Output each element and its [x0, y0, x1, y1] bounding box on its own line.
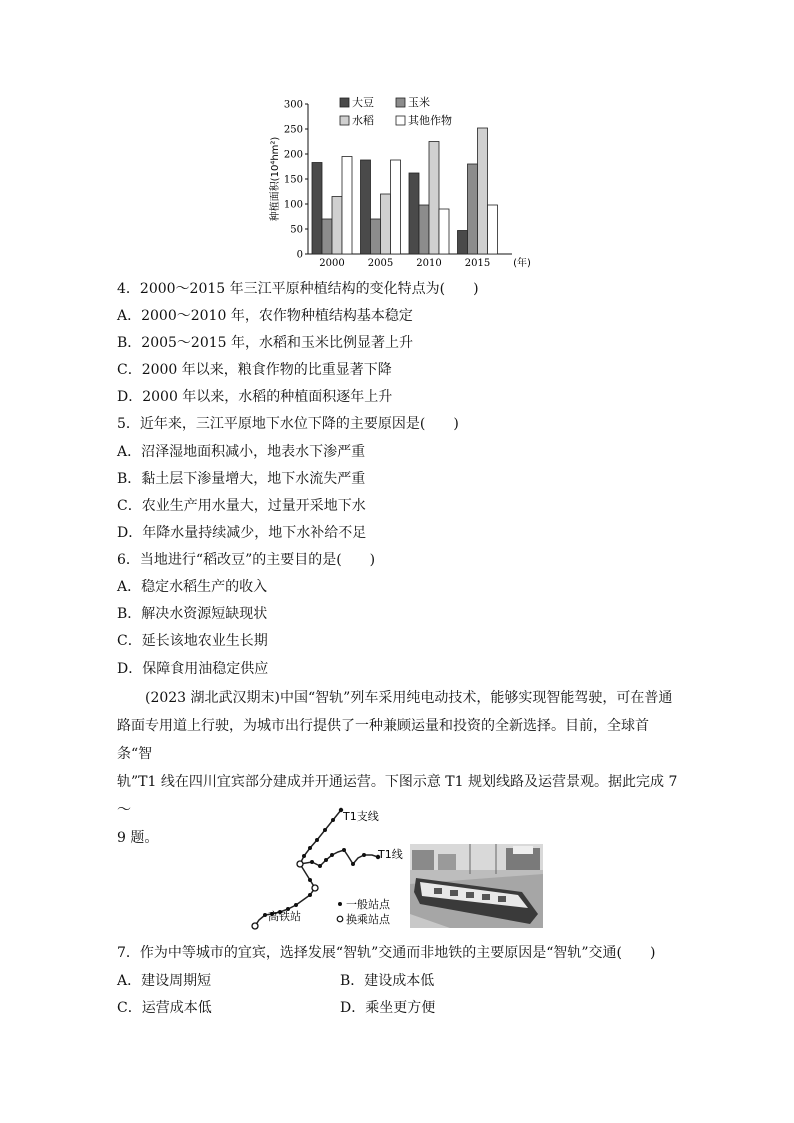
- x-tick-label: 2000: [319, 258, 345, 269]
- legend-transfer-label: 换乘站点: [346, 913, 390, 926]
- y-axis-label: 种植面积(10⁴hm²): [270, 136, 281, 222]
- y-tick-label: 150: [283, 174, 303, 186]
- q6-stem: 6．当地进行“稻改豆”的主要目的是( ): [117, 552, 376, 568]
- legend-swatch-水稻: [340, 116, 349, 125]
- bar-2010-玉米: [419, 205, 429, 254]
- legend-label-大豆: 大豆: [352, 96, 374, 109]
- transfer-station-2: [312, 885, 318, 891]
- q6-option-c[interactable]: C．延长该地农业生长期: [117, 633, 268, 649]
- q7-option-c[interactable]: C．运营成本低: [117, 1000, 212, 1016]
- bar-2005-其他作物: [391, 160, 401, 254]
- tram-photo: [410, 844, 543, 928]
- passage-line-2: 路面专用道上行驶，为城市出行提供了一种兼顾运量和投资的全新选择。目前，全球首条“智: [117, 718, 649, 762]
- label-t1-line: T1线: [378, 848, 403, 861]
- q4-option-a[interactable]: A．2000～2010 年，农作物种植结构基本稳定: [117, 308, 413, 324]
- legend-label-其他作物: 其他作物: [408, 114, 452, 127]
- y-tick-label: 200: [283, 149, 303, 161]
- bar-2015-玉米: [468, 164, 478, 254]
- chart-bars: [312, 128, 498, 254]
- q7-option-a[interactable]: A．建设周期短: [117, 973, 212, 989]
- chart-legend: [340, 95, 452, 127]
- bar-2000-其他作物: [342, 157, 352, 255]
- passage-line-1: (2023 湖北武汉期末)中国“智轨”列车采用纯电动技术，能够实现智能驾驶，可在普通: [145, 690, 673, 706]
- q5-option-b[interactable]: B．黏土层下渗量增大，地下水流失严重: [117, 471, 366, 487]
- bar-2000-玉米: [322, 219, 332, 254]
- legend-swatch-其他作物: [396, 116, 405, 125]
- q7-stem: 7．作为中等城市的宜宾，选择发展“智轨”交通而非地铁的主要原因是“智轨”交通( ): [117, 945, 656, 961]
- q6-option-b[interactable]: B．解决水资源短缺现状: [117, 606, 268, 622]
- q5-stem: 5．近年来，三江平原地下水位下降的主要原因是( ): [117, 416, 459, 432]
- bar-2000-大豆: [312, 163, 322, 255]
- legend-normal-dot: [338, 902, 342, 906]
- legend-swatch-大豆: [340, 98, 349, 107]
- bar-2010-其他作物: [439, 209, 449, 254]
- bar-2010-水稻: [429, 142, 439, 255]
- bar-2015-大豆: [458, 231, 468, 255]
- legend-label-水稻: 水稻: [352, 114, 374, 127]
- q7-option-b[interactable]: B．建设成本低: [340, 973, 435, 989]
- bar-2005-大豆: [361, 160, 371, 254]
- label-high-speed-station: 高铁站: [268, 910, 301, 923]
- bar-2000-水稻: [332, 197, 342, 255]
- q6-option-d[interactable]: D．保障食用油稳定供应: [117, 661, 269, 677]
- crop-area-bar-chart: [262, 94, 532, 274]
- q7-option-d[interactable]: D．乘坐更方便: [340, 1000, 436, 1016]
- q5-option-c[interactable]: C．农业生产用水量大，过量开采地下水: [117, 498, 366, 514]
- bar-2005-玉米: [371, 219, 381, 254]
- transfer-station-3: [252, 923, 258, 929]
- y-tick-label: 250: [283, 124, 303, 136]
- y-tick-label: 300: [283, 99, 303, 111]
- q6-option-a[interactable]: A．稳定水稻生产的收入: [117, 579, 268, 595]
- bar-2015-水稻: [478, 128, 488, 254]
- y-tick-label: 0: [296, 249, 303, 261]
- legend-label-玉米: 玉米: [408, 96, 430, 109]
- passage-line-3: 轨”T1 线在四川宜宾部分建成并开通运营。下图示意 T1 规划线路及运营景观。据此完成 7～: [117, 774, 678, 818]
- x-tick-label: 2010: [416, 258, 442, 269]
- bar-2010-大豆: [409, 173, 419, 254]
- q4-option-d[interactable]: D．2000 年以来，水稻的种植面积逐年上升: [117, 389, 393, 405]
- q5-option-d[interactable]: D．年降水量持续减少，地下水补给不足: [117, 525, 367, 541]
- q4-option-c[interactable]: C．2000 年以来，粮食作物的比重显著下降: [117, 362, 392, 378]
- passage-line-4: 9 题。: [117, 830, 159, 846]
- x-tick-label: 2005: [367, 258, 394, 269]
- y-tick-label: 50: [290, 224, 303, 236]
- t1-branch-route: [255, 810, 341, 926]
- transfer-station-1: [297, 861, 303, 867]
- bar-2015-其他作物: [488, 205, 498, 254]
- legend-transfer-dot: [337, 916, 343, 922]
- q4-stem: 4．2000～2015 年三江平原种植结构的变化特点为( ): [117, 281, 479, 297]
- x-tick-label: 2015: [464, 258, 491, 269]
- label-t1-branch: T1支线: [343, 810, 379, 823]
- bar-2005-水稻: [381, 194, 391, 254]
- q5-option-a[interactable]: A．沼泽湿地面积减小，地表水下渗严重: [117, 444, 366, 460]
- legend-swatch-玉米: [396, 98, 405, 107]
- legend-normal-label: 一般站点: [346, 898, 390, 911]
- q4-option-b[interactable]: B．2005～2015 年，水稻和玉米比例显著上升: [117, 335, 413, 351]
- y-tick-label: 100: [283, 199, 303, 211]
- x-axis-unit: (年): [513, 258, 531, 269]
